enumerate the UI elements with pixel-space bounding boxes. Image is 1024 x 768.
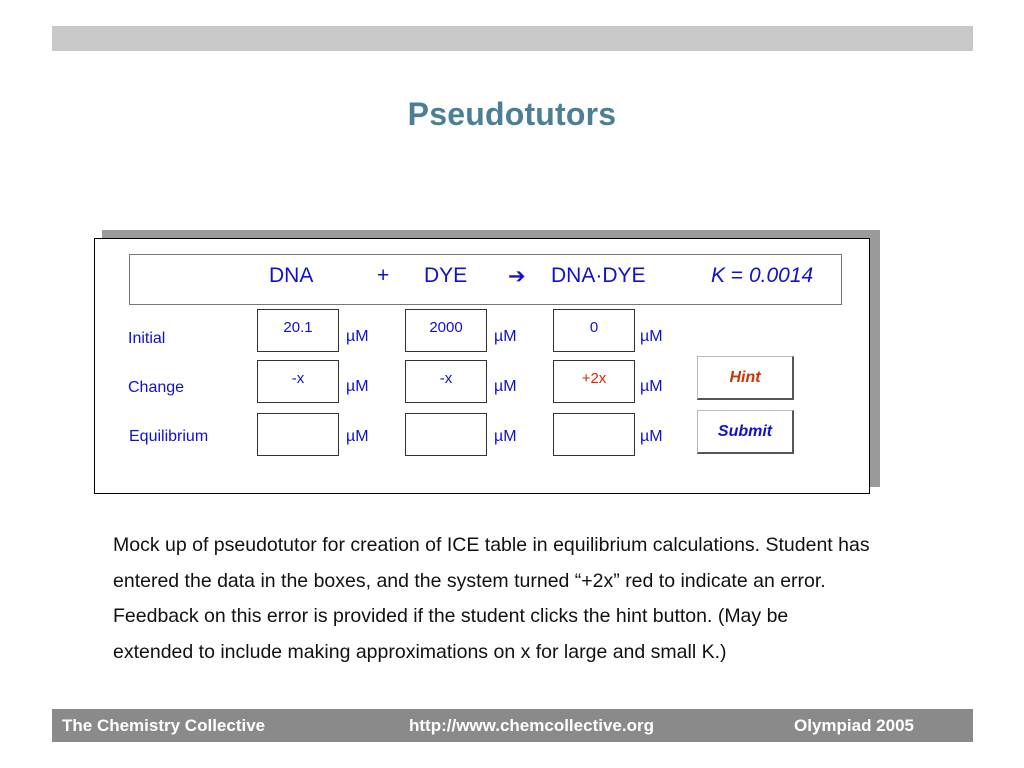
unit-label: µM: [346, 378, 369, 395]
row-label-equilibrium: Equilibrium: [129, 428, 209, 445]
hint-button[interactable]: Hint: [697, 356, 794, 400]
change-product-input[interactable]: +2x: [553, 360, 635, 403]
unit-label: µM: [494, 378, 517, 395]
initial-product-input[interactable]: 0: [553, 309, 635, 352]
unit-label: µM: [494, 428, 517, 445]
unit-label: µM: [346, 428, 369, 445]
unit-label: µM: [640, 378, 663, 395]
equilibrium-product-input[interactable]: [553, 413, 635, 456]
unit-label: µM: [346, 328, 369, 345]
reactant-dna: DNA: [269, 264, 314, 287]
unit-label: µM: [640, 428, 663, 445]
unit-label: µM: [640, 328, 663, 345]
footer-left: The Chemistry Collective: [62, 716, 266, 735]
unit-label: µM: [494, 328, 517, 345]
caption-text: Mock up of pseudotutor for creation of ICE table in equilibrium calculations. Student has entered the data in the boxes, and the system turned “+2x” red to indicate an error. Feedback on this error is provided if the student clicks the hint button. (May be extended to include making approximations on x for large and small K.): [113, 534, 870, 663]
k-symbol: K: [711, 264, 726, 287]
reactant-dye: DYE: [424, 264, 468, 287]
footer-link[interactable]: http://www.chemcollective.org: [409, 716, 654, 735]
page-title: Pseudotutors: [407, 96, 617, 132]
plus-sign: +: [377, 264, 390, 287]
initial-dna-input[interactable]: 20.1: [257, 309, 339, 352]
submit-button[interactable]: Submit: [697, 410, 794, 454]
change-dna-input[interactable]: -x: [257, 360, 339, 403]
footer-right: Olympiad 2005: [794, 716, 915, 735]
product-dna-dye: DNA·DYE: [551, 264, 646, 287]
reaction-arrow-icon: ➔: [508, 265, 526, 288]
top-decorative-bar: [52, 26, 973, 51]
row-label-initial: Initial: [128, 330, 166, 347]
equilibrium-constant: [711, 264, 813, 288]
k-value: 0.0014: [748, 264, 814, 287]
initial-dye-input[interactable]: 2000: [405, 309, 487, 352]
footer-bar: [52, 709, 973, 742]
change-dye-input[interactable]: -x: [405, 360, 487, 403]
row-label-change: Change: [128, 379, 185, 396]
k-equals: =: [725, 264, 749, 287]
equilibrium-dye-input[interactable]: [405, 413, 487, 456]
equilibrium-dna-input[interactable]: [257, 413, 339, 456]
